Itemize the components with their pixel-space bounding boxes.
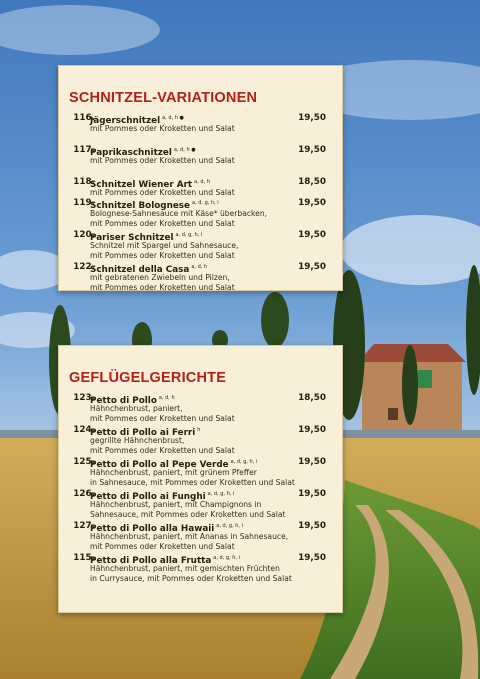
menu-item: [59, 489, 342, 521]
menu-panel-gefluegel: [58, 345, 343, 613]
item-description: Hähnchenbrust, paniert, mit gemischten Früchten: [90, 564, 280, 573]
item-number: 118.: [73, 177, 95, 187]
menu-item: [59, 262, 342, 294]
item-name: Schnitzel Bolognese $^{a, d, g, h, i}$: [90, 200, 219, 211]
item-number: 126.: [73, 489, 95, 499]
item-description: Hähnchenbrust, paniert, mit Ananas in Sahnesauce,: [90, 532, 289, 541]
item-description: Hähnchenbrust, paniert, mit grünem Pfeffer: [90, 468, 257, 477]
item-description: mit Pommes oder Kroketten und Salat: [90, 219, 235, 228]
item-description: Bolognese-Sahnesauce mit Käse* überbacken,: [90, 209, 268, 218]
item-name: Schnitzel della Casa $^{a, d, h}$: [90, 264, 208, 275]
item-price: 19,50: [298, 553, 326, 563]
item-description: mit Pommes oder Kroketten und Salat: [90, 542, 235, 551]
item-name: Jägerschnitzel $^{a, d, h ●}$: [90, 115, 184, 126]
item-number: 119.: [73, 198, 95, 208]
item-name: Pariser Schnitzel $^{a, d, g, h, i}$: [90, 232, 203, 243]
item-name: Petto di Pollo ai Funghi $^{a, d, g, h, i}$: [90, 491, 235, 502]
item-description: mit Pommes oder Kroketten und Salat: [90, 124, 235, 133]
item-name: Petto di Pollo ai Ferri $^h$: [90, 427, 201, 438]
allergen-codes: a, d, g, h, i: [192, 200, 219, 206]
section-title: GEFLÜGELGERICHTE: [69, 370, 227, 386]
item-price: 19,50: [298, 425, 326, 435]
allergen-codes: a, d, h ●: [162, 115, 184, 121]
item-number: 123.: [73, 393, 95, 403]
item-description: mit Pommes oder Kroketten und Salat: [90, 188, 235, 197]
menu-item: [59, 113, 342, 145]
allergen-codes: a, d, h: [158, 395, 175, 401]
allergen-codes: a, d, g, h, i: [207, 491, 235, 497]
item-price: 19,50: [298, 521, 326, 531]
item-number: 117.: [73, 145, 95, 155]
menu-item: [59, 457, 342, 489]
item-price: 19,50: [298, 113, 326, 123]
item-description: in Sahnesauce, mit Pommes oder Kroketten und Salat: [90, 478, 295, 487]
item-description: gegrillte Hähnchenbrust,: [90, 436, 185, 445]
item-price: 19,50: [298, 457, 326, 467]
item-description: mit gebratenen Zwiebeln und Pilzen,: [90, 273, 230, 282]
menu-item: [59, 230, 342, 262]
item-description: Sahnesauce, mit Pommes oder Kroketten und Salat: [90, 510, 286, 519]
allergen-codes: a, d, g, h, i: [175, 232, 203, 238]
item-description: mit Pommes oder Kroketten und Salat: [90, 283, 235, 292]
allergen-codes: a, d, g, h, i: [230, 459, 258, 465]
item-price: 19,50: [298, 489, 326, 499]
item-price: 18,50: [298, 393, 326, 403]
menu-item: [59, 553, 342, 585]
section-title: SCHNITZEL-VARIATIONEN: [69, 90, 258, 106]
menu-item: [59, 198, 342, 230]
item-name: Petto di Pollo alla Hawaii $^{a, d, g, h, i}$: [90, 523, 243, 534]
allergen-codes: a, d, g, h, i: [213, 555, 240, 561]
menu-item-list: [59, 393, 342, 585]
item-number: 125.: [73, 457, 95, 467]
item-description: Hähnchenbrust, paniert, mit Champignons in: [90, 500, 262, 509]
item-description: mit Pommes oder Kroketten und Salat: [90, 414, 235, 423]
item-description: mit Pommes oder Kroketten und Salat: [90, 251, 235, 260]
item-number: 115.: [73, 553, 95, 563]
item-price: 18,50: [298, 177, 326, 187]
menu-item: [59, 425, 342, 457]
item-price: 19,50: [298, 145, 326, 155]
menu-item: [59, 393, 342, 425]
item-number: 120.: [73, 230, 95, 240]
item-name: Petto di Pollo $^{a, d, h}$: [90, 395, 175, 406]
menu-item: [59, 521, 342, 553]
item-description: Hähnchenbrust, paniert,: [90, 404, 183, 413]
menu-item-list: [59, 113, 342, 294]
menu-item: [59, 177, 342, 198]
item-number: 116.: [73, 113, 95, 123]
item-number: 122.: [73, 262, 95, 272]
allergen-codes: a, d, h ●: [173, 147, 196, 153]
item-description: mit Pommes oder Kroketten und Salat: [90, 156, 235, 165]
allergen-codes: h: [197, 427, 201, 433]
item-price: 19,50: [298, 230, 326, 240]
item-price: 19,50: [298, 262, 326, 272]
item-description: mit Pommes oder Kroketten und Salat: [90, 446, 235, 455]
item-name: Petto di Pollo alla Frutta $^{a, d, g, h, i}$: [90, 555, 240, 566]
item-description: in Currysauce, mit Pommes oder Kroketten und Salat: [90, 574, 292, 583]
item-name: Schnitzel Wiener Art $^{a, d, h}$: [90, 179, 210, 190]
item-description: Schnitzel mit Spargel und Sahnesauce,: [90, 241, 239, 250]
allergen-codes: a, d, h: [194, 179, 210, 185]
item-number: 124.: [73, 425, 95, 435]
item-price: 19,50: [298, 198, 326, 208]
allergen-codes: a, d, h: [191, 264, 208, 270]
item-name: Petto di Pollo al Pepe Verde $^{a, d, g, h, i}$: [90, 459, 258, 470]
menu-panel-schnitzel: [58, 65, 343, 291]
menu-item: [59, 145, 342, 177]
item-name: Paprikaschnitzel $^{a, d, h ●}$: [90, 147, 196, 158]
item-number: 127.: [73, 521, 95, 531]
allergen-codes: a, d, g, h, i: [216, 523, 243, 529]
